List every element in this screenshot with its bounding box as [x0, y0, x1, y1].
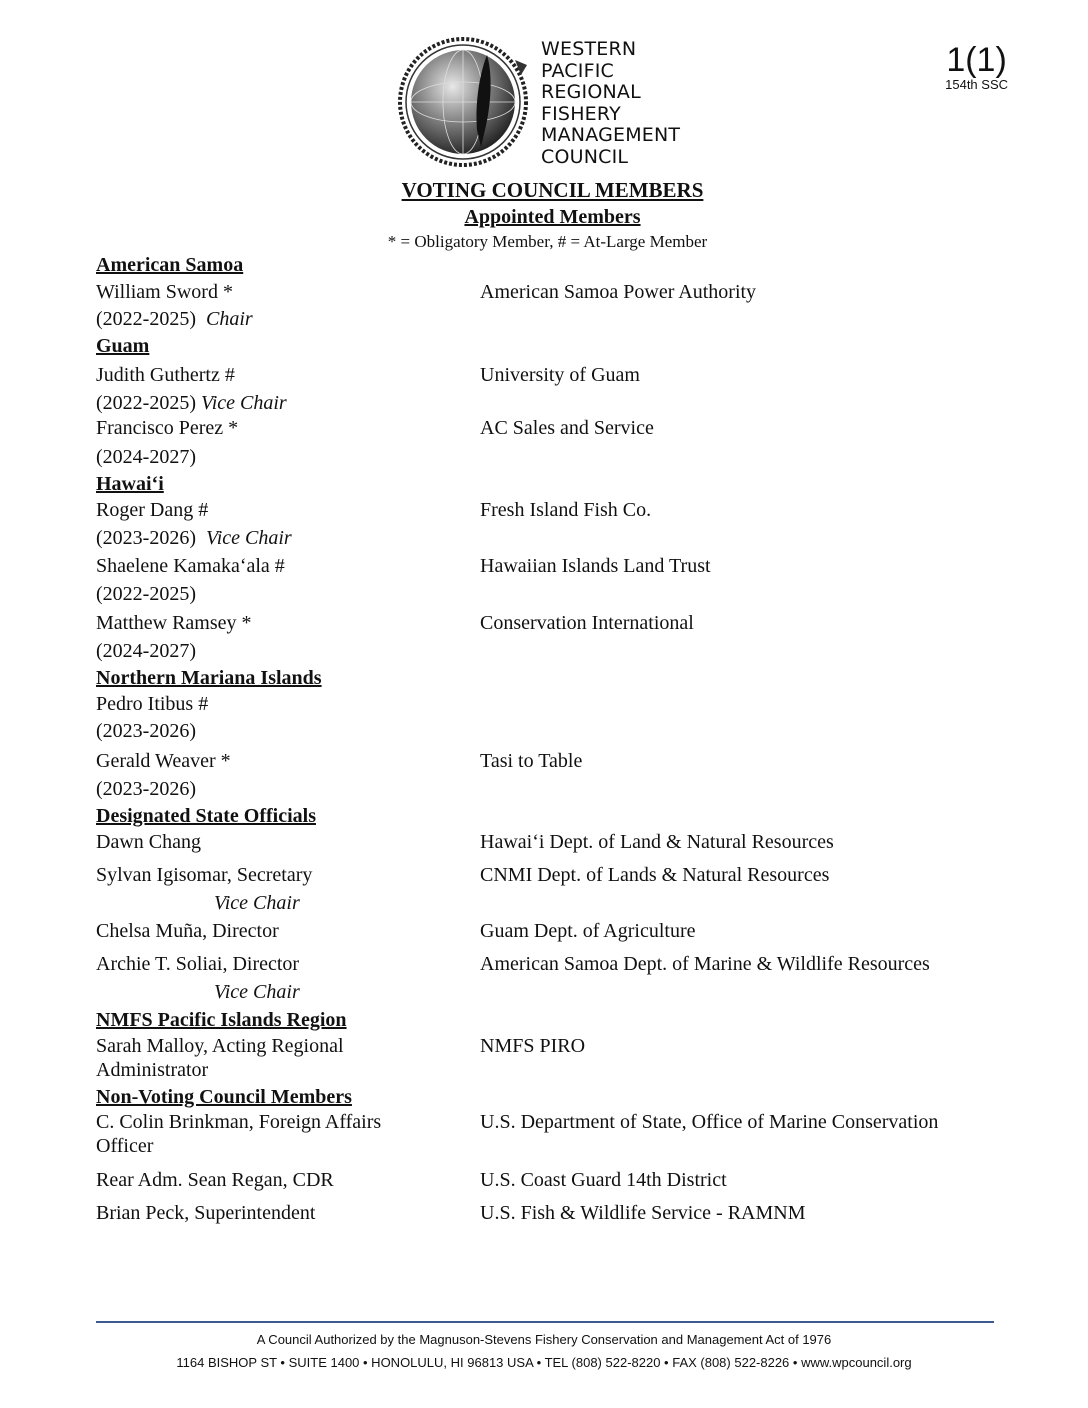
term-role: Chair — [205, 308, 253, 330]
member-term: (2023-2026) — [96, 778, 196, 800]
page-title: VOTING COUNCIL MEMBERS — [401, 178, 704, 202]
term-role: Vice Chair — [205, 527, 292, 549]
footer-address: 1164 BISHOP ST • SUITE 1400 • HONOLULU, HI 96813 USA • TEL (808) 522-8220 • FAX (808) 522-8226 • www.wpcouncil.org — [176, 1355, 912, 1370]
member-name: William Sword * — [96, 281, 233, 303]
member-term — [96, 308, 253, 331]
footer-authority: A Council Authorized by the Magnuson-Stevens Fishery Conservation and Management Act of 1976 — [256, 1332, 832, 1347]
member-legend: * = Obligatory Member, # = At-Large Member — [387, 232, 708, 251]
member-name: Sylvan Igisomar, Secretary — [96, 864, 313, 886]
term-role: Vice Chair — [200, 392, 287, 414]
logo-line: WESTERN — [541, 38, 637, 60]
logo-line: PACIFIC — [541, 59, 614, 82]
member-term: (2022-2025) — [96, 583, 196, 605]
member-org: U.S. Department of State, Office of Marine Conservation — [480, 1111, 939, 1133]
section-heading-guam: Guam — [96, 335, 150, 357]
member-name: Sarah Malloy, Acting Regional Administrator — [96, 1035, 344, 1081]
section-heading-nmfs: NMFS Pacific Islands Region — [96, 1009, 347, 1031]
member-name: Judith Guthertz # — [96, 364, 235, 386]
member-org: U.S. Fish & Wildlife Service - RAMNM — [480, 1202, 806, 1224]
member-org: American Samoa Dept. of Marine & Wildlife Resources — [480, 953, 930, 975]
member-org: Conservation International — [480, 612, 694, 634]
council-logo — [395, 35, 695, 170]
doc-number-label: 1(1) — [946, 41, 1007, 79]
member-name: C. Colin Brinkman, Foreign Affairs Officer — [96, 1111, 382, 1157]
logo-text — [541, 39, 680, 168]
member-role: Vice Chair — [214, 981, 300, 1003]
doc-meeting-label: 154th SSC — [945, 77, 1008, 92]
member-org: U.S. Coast Guard 14th District — [480, 1169, 727, 1191]
section-heading-non-voting: Non-Voting Council Members — [96, 1086, 352, 1108]
footer-divider — [96, 1321, 994, 1323]
section-heading-state-officials: Designated State Officials — [96, 805, 316, 827]
document-number — [945, 42, 1008, 92]
member-term: (2024-2027) — [96, 640, 196, 662]
member-name: Dawn Chang — [96, 831, 201, 853]
section-heading-american-samoa: American Samoa — [96, 254, 244, 276]
term-years: (2023-2026) — [96, 527, 196, 549]
member-org: Fresh Island Fish Co. — [480, 499, 652, 521]
term-years: (2022-2025) — [96, 308, 196, 330]
member-name: Rear Adm. Sean Regan, CDR — [96, 1169, 334, 1191]
member-org: NMFS PIRO — [480, 1035, 586, 1057]
member-org: Hawai‘i Dept. of Land & Natural Resources — [480, 831, 834, 853]
member-role: Vice Chair — [214, 892, 300, 914]
member-org: University of Guam — [480, 364, 640, 386]
member-name: Chelsa Muña, Director — [96, 920, 279, 942]
member-name: Archie T. Soliai, Director — [96, 953, 300, 975]
page-subtitle: Appointed Members — [464, 206, 641, 228]
member-org: American Samoa Power Authority — [480, 281, 757, 303]
member-name: Gerald Weaver * — [96, 750, 231, 772]
member-org: Hawaiian Islands Land Trust — [480, 555, 711, 577]
member-term — [96, 392, 287, 415]
member-org: AC Sales and Service — [480, 417, 654, 439]
member-name: Pedro Itibus # — [96, 693, 209, 715]
member-term — [96, 527, 292, 550]
member-term: (2024-2027) — [96, 446, 196, 468]
member-name: Roger Dang # — [96, 499, 209, 521]
term-years: (2022-2025) — [96, 392, 196, 414]
member-org: Guam Dept. of Agriculture — [480, 920, 696, 942]
logo-line: COUNCIL — [541, 145, 629, 168]
member-term: (2023-2026) — [96, 720, 196, 742]
member-name: Brian Peck, Superintendent — [96, 1202, 316, 1224]
member-name: Shaelene Kamaka‘ala # — [96, 555, 285, 577]
member-org: Tasi to Table — [480, 750, 583, 772]
member-name: Francisco Perez * — [96, 417, 239, 439]
member-name: Matthew Ramsey * — [96, 612, 252, 634]
logo-line: FISHERY — [541, 102, 621, 125]
globe-seal-icon — [395, 35, 535, 170]
section-heading-hawaii: Hawai‘i — [96, 473, 164, 495]
member-org: CNMI Dept. of Lands & Natural Resources — [480, 864, 830, 886]
logo-line: MANAGEMENT — [541, 124, 681, 146]
logo-line: REGIONAL — [541, 81, 641, 103]
section-heading-cnmi: Northern Mariana Islands — [96, 667, 322, 689]
